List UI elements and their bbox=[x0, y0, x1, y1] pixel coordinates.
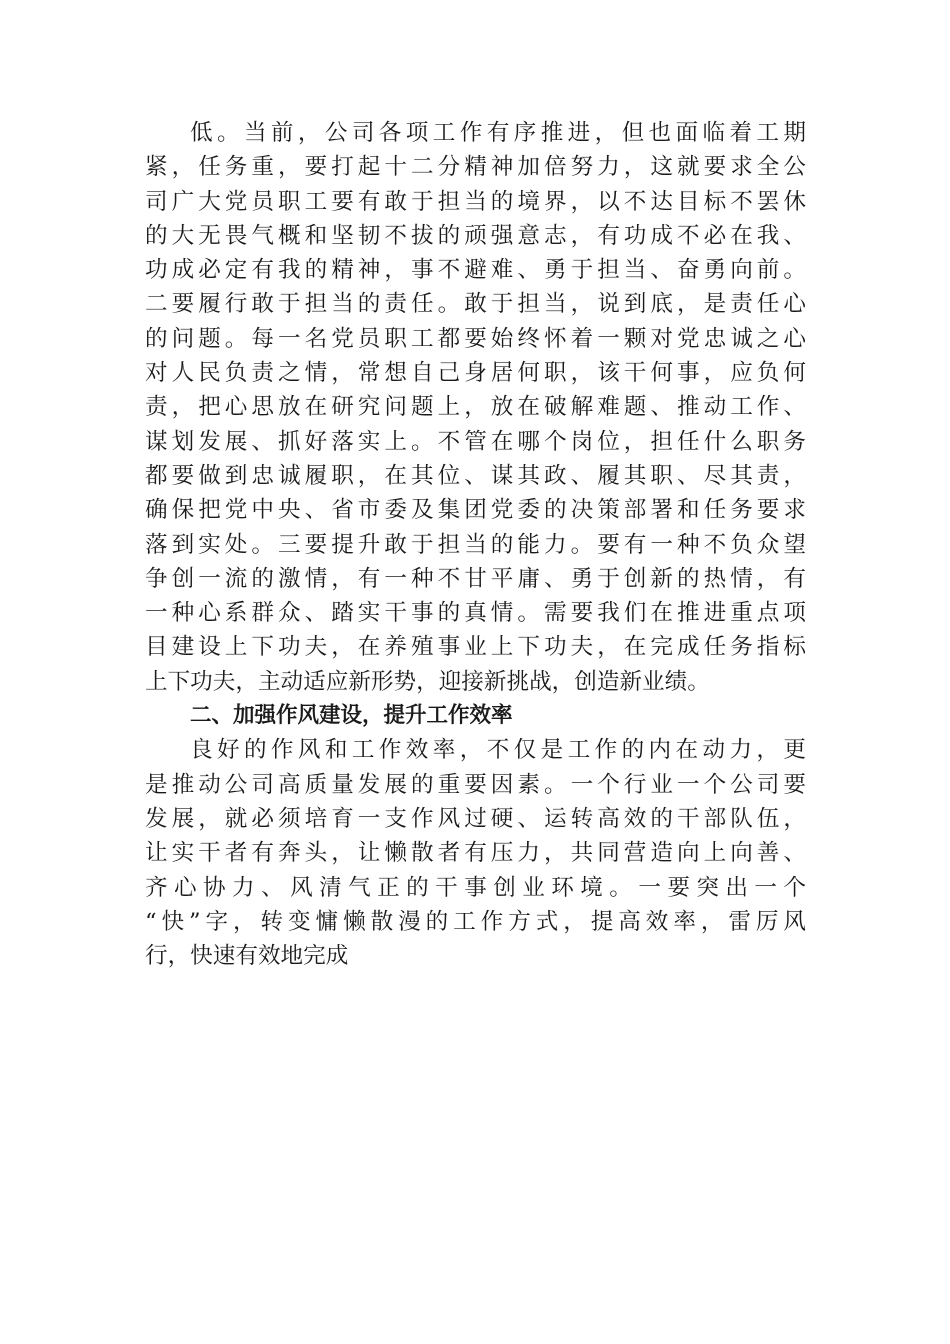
paragraph-line: 目建设上下功夫，在养殖事业上下功夫，在完成任务指标 bbox=[145, 634, 806, 661]
paragraph-line: 良好的作风和工作效率，不仅是工作的内在动力，更 bbox=[190, 737, 806, 764]
paragraph-line: 争创一流的激情，有一种不甘平庸、勇于创新的热情，有 bbox=[145, 565, 806, 592]
paragraph-line: 对人民负责之情，常想自己身居何职，该干何事，应负何 bbox=[145, 360, 806, 387]
paragraph-line: 司广大党员职工要有敢于担当的境界，以不达目标不罢休 bbox=[145, 188, 806, 215]
paragraph-line: 确保把党中央、省市委及集团党委的决策部署和任务要求 bbox=[145, 497, 806, 524]
paragraph-line: 一种心系群众、踏实干事的真情。需要我们在推进重点项 bbox=[145, 600, 806, 627]
paragraph-line: 让实干者有奔头，让懒散者有压力，共同营造向上向善、 bbox=[145, 840, 806, 867]
paragraph-line: 功成必定有我的精神，事不避难、勇于担当、奋勇向前。 bbox=[145, 257, 806, 284]
paragraph-line: 的大无畏气概和坚韧不拔的顽强意志，有功成不必在我、 bbox=[145, 222, 806, 249]
paragraph-line: 的问题。每一名党员职工都要始终怀着一颗对党忠诚之心 bbox=[145, 325, 806, 352]
paragraph-line: 上下功夫，主动适应新形势，迎接新挑战，创造新业绩。 bbox=[145, 668, 710, 695]
paragraph-line: 行，快速有效地完成 bbox=[145, 943, 349, 970]
paragraph-line: 谋划发展、抓好落实上。不管在哪个岗位，担任什么职务 bbox=[145, 428, 806, 455]
paragraph-line: 责，把心思放在研究问题上，放在破解难题、推动工作、 bbox=[145, 394, 806, 421]
paragraph-line: 是推动公司高质量发展的重要因素。一个行业一个公司要 bbox=[145, 771, 806, 798]
paragraph-line: “快”字，转变慵懒散漫的工作方式，提高效率，雷厉风 bbox=[145, 908, 806, 935]
paragraph-line: 都要做到忠诚履职，在其位、谋其政、履其职、尽其责， bbox=[145, 462, 806, 489]
paragraph-line: 低。当前，公司各项工作有序推进，但也面临着工期 bbox=[190, 120, 806, 146]
paragraph-line: 紧，任务重，要打起十二分精神加倍努力，这就要求全公 bbox=[145, 154, 806, 181]
section-heading: 二、加强作风建设，提升工作效率 bbox=[190, 703, 513, 729]
paragraph-line: 落到实处。三要提升敢于担当的能力。要有一种不负众望 bbox=[145, 531, 806, 558]
paragraph-line: 二要履行敢于担当的责任。敢于担当，说到底，是责任心 bbox=[145, 291, 806, 318]
paragraph-line: 发展，就必须培育一支作风过硬、运转高效的干部队伍， bbox=[145, 805, 806, 832]
paragraph-line: 齐心协力、风清气正的干事创业环境。一要突出一个 bbox=[145, 874, 806, 901]
document-body bbox=[145, 116, 806, 973]
